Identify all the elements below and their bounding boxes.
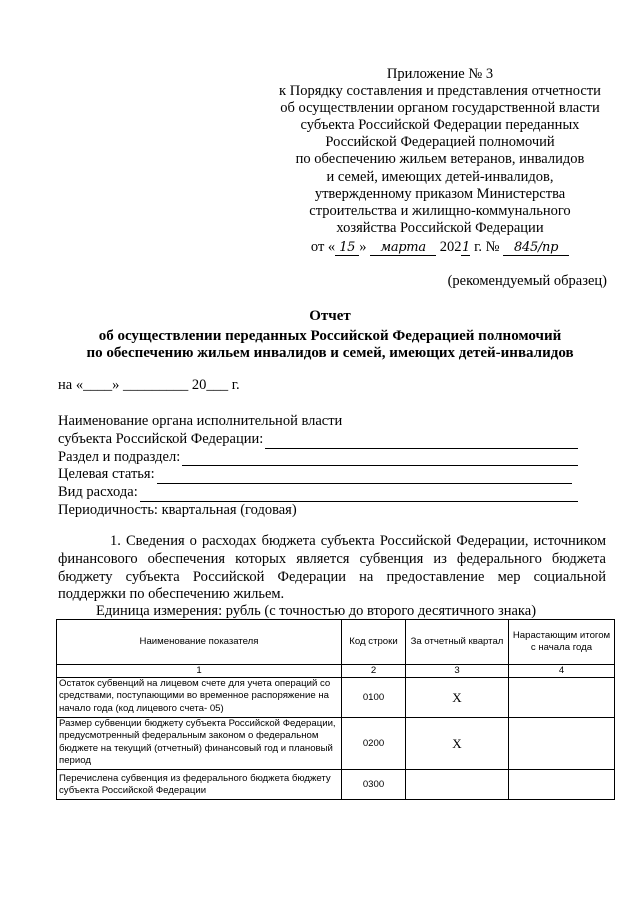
row-total-value[interactable]	[509, 770, 615, 800]
header-line-code: Код строки	[342, 620, 406, 665]
column-numbers-row	[57, 665, 615, 678]
table-row	[57, 770, 615, 800]
order-day: 15	[335, 241, 359, 256]
title-line: Отчет	[309, 308, 351, 324]
appendix-line: субъекта Российской Федерации переданных	[300, 117, 580, 134]
row-total-value[interactable]	[509, 718, 615, 770]
table-header-row	[57, 620, 615, 665]
section-label: Раздел и подраздел:	[58, 448, 181, 465]
appendix-line: хозяйства Российской Федерации	[336, 219, 544, 236]
org-label: Наименование органа исполнительной власти	[58, 413, 343, 429]
row-code: 0200	[342, 718, 406, 770]
appendix-line: строительства и жилищно-коммунального	[309, 202, 571, 219]
target-field-line[interactable]	[157, 469, 572, 484]
org-field-line[interactable]	[265, 434, 578, 449]
order-month: марта	[370, 241, 436, 256]
appendix-line: и семей, имеющих детей-инвалидов,	[326, 168, 554, 185]
periodicity: Периодичность: квартальная (годовая)	[58, 501, 297, 518]
appendix-header	[262, 66, 618, 256]
recommended-sample-note: (рекомендуемый образец)	[447, 273, 607, 289]
appendix-line: Приложение № 3	[386, 66, 494, 82]
report-fields	[58, 413, 578, 520]
expense-label: Вид расхода:	[58, 484, 138, 501]
table-row	[57, 678, 615, 718]
order-number: 845/пр	[503, 241, 569, 256]
appendix-line: по обеспечению жильем ветеранов, инвалидов	[295, 151, 585, 168]
appendix-line: об осуществлении органом государственной власти	[280, 100, 600, 117]
col-number: 2	[342, 665, 406, 678]
indicators-table	[56, 619, 615, 800]
header-cumulative: Нарастающим итогом с начала года	[509, 620, 615, 665]
header-quarter: За отчетный квартал	[406, 620, 509, 665]
report-title	[40, 308, 620, 363]
row-indicator-name: Остаток субвенций на лицевом счете для учета операций со средствами, поступающими во временное распоряжение на начало года (код лицевого счета- 05)	[57, 678, 342, 718]
org-label-2: субъекта Российской Федерации:	[58, 430, 264, 447]
appendix-line: к Порядку составления и представления отчетности	[279, 83, 601, 100]
section-1-text: 1. Сведения о расходах бюджета субъекта Российской Федерации, источником финансового обеспечения которых является субвенция из федерального бюджета бюджету субъекта Российской Федерации на предоставление мер социальной поддержки по обеспечению жильем.	[58, 533, 606, 603]
target-label: Целевая статья:	[58, 466, 155, 483]
col-number: 4	[509, 665, 615, 678]
header-indicator-name: Наименование показателя	[57, 620, 342, 665]
section-field-line[interactable]	[182, 451, 578, 466]
unit-of-measure: Единица измерения: рубль (с точностью до второго десятичного знака)	[96, 603, 537, 619]
table-row	[57, 718, 615, 770]
order-line: от « 15 » марта 2021 г. № 845/пр	[262, 239, 618, 256]
order-year-digit: 1	[461, 239, 470, 255]
expense-field-line[interactable]	[140, 487, 578, 502]
col-number: 1	[57, 665, 342, 678]
row-quarter-value: X	[406, 678, 509, 718]
row-quarter-value[interactable]	[406, 770, 509, 800]
appendix-line: Российской Федерацией полномочий	[325, 134, 555, 151]
row-code: 0300	[342, 770, 406, 800]
col-number: 3	[406, 665, 509, 678]
row-quarter-value: X	[406, 718, 509, 770]
row-indicator-name: Размер субвенции бюджету субъекта Российской Федерации, предусмотренный федеральным законом о федеральном бюджете на текущий (отчетный) финансовый год и плановый период	[57, 718, 342, 770]
row-indicator-name: Перечислена субвенция из федерального бюджета бюджету субъекта Российской Федерации	[57, 770, 342, 800]
row-code: 0100	[342, 678, 406, 718]
appendix-line: утвержденному приказом Министерства	[314, 185, 566, 202]
title-line: об осуществлении переданных Российской Федерацией полномочий	[98, 327, 562, 344]
row-total-value[interactable]	[509, 678, 615, 718]
report-date: на «____» _________ 20___ г.	[58, 377, 240, 393]
title-line: по обеспечению жильем инвалидов и семей, имеющих детей-инвалидов	[86, 345, 574, 361]
